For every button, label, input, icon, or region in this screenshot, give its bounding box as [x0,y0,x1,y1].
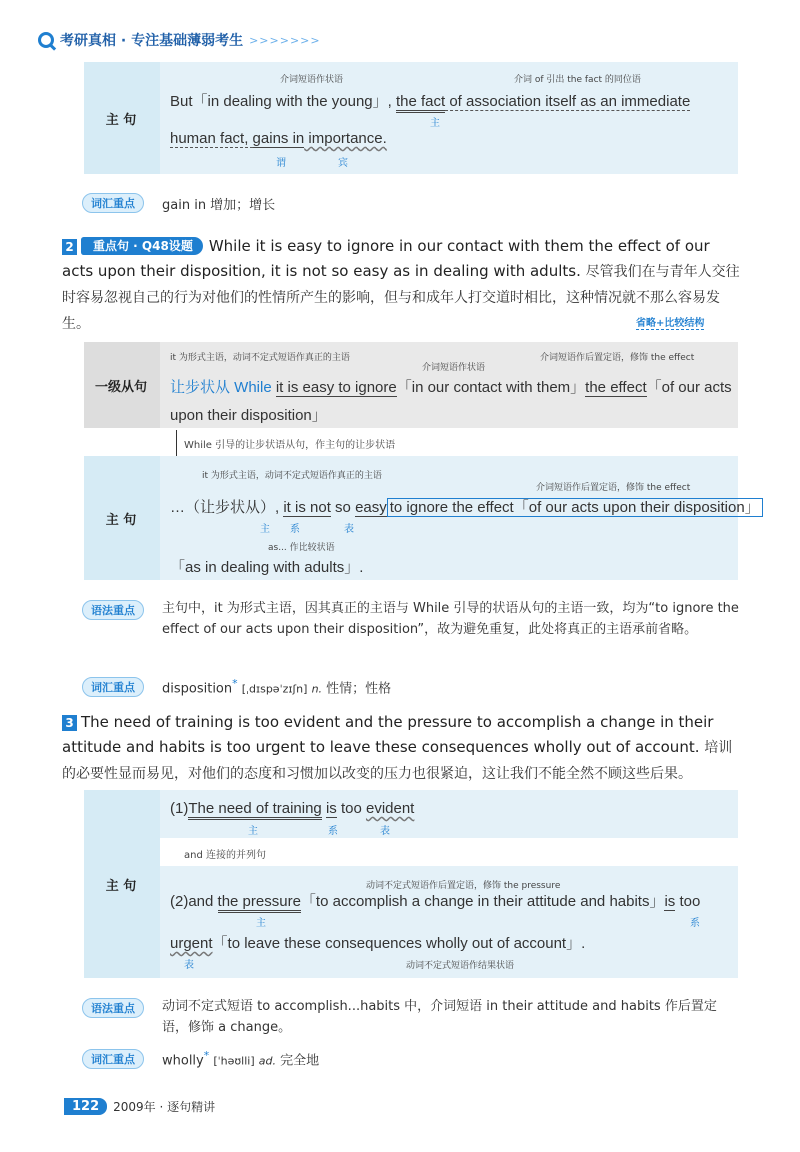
role-label: 系 [290,524,300,535]
role-label: 主 [260,524,270,535]
annotation: 动词不定式短语作结果状语 [406,961,515,971]
annotation: it 为形式主语，动词不定式短语作真正的主语 [170,353,350,363]
sentence-line [170,556,363,577]
real-subject: to ignore the effect「of our acts upon their disposition」 [387,498,763,517]
annotation: it 为形式主语，动词不定式短语作真正的主语 [202,471,382,481]
role-label: 系 [328,826,338,837]
object-segment: the effect [585,379,647,396]
header-title: 考研真相 · 专注基础薄弱考生 [60,33,244,49]
annotation: 介词 of 引出 the fact 的同位语 [514,75,641,85]
subject-segment: The need of training [188,800,321,820]
text-segment: (1) [170,800,189,817]
annotation: 介词短语作状语 [422,363,486,373]
analysis-block-3 [84,456,760,580]
link-row [160,838,738,866]
page-header [38,30,321,50]
vocab-word: disposition [162,681,233,697]
link-note: and 连接的并列句 [184,850,266,861]
sentence-chinese: 培训的必要性显而易见，对他们的态度和习惯加以改变的压力也很紧迫，这让我们不能全然不顾这些后果。 [62,740,733,782]
key-sentence-tag: 重点句 · Q48设题 [81,237,203,255]
part-of-speech: ad. [258,1054,276,1068]
role-label: 谓 [276,158,286,169]
footer-text: 2009年 · 逐句精讲 [113,1100,216,1114]
sentence-line [170,376,732,397]
annotation: as... 作比较状语 [268,543,335,553]
link-note: While 引导的让步状语从句，作主句的让步状语 [184,440,396,451]
block-label: 主 句 [105,512,137,528]
analysis-block-2 [84,342,738,428]
sentence-line [170,404,327,425]
annotation: 动词不定式短语作后置定语，修饰 the pressure [366,881,561,891]
adverbial: 「to leave these consequences wholly out of account」. [212,935,586,952]
predicative: urgent [170,935,213,952]
attributive: upon their disposition」 [170,407,327,424]
header-arrows: >>>>>>> [249,33,321,47]
annotation: 介词短语作后置定语，修饰 the effect [536,483,691,493]
subject-link: it is not [283,499,331,516]
subject-segment: the fact [396,93,445,113]
star-mark: * [203,1049,210,1062]
annotation: 介词短语作后置定语，修饰 the effect [540,353,695,363]
search-logo-icon [38,32,54,48]
block-cell-top [160,790,738,838]
sentence-number: 2 [62,239,77,255]
link-verb: is [664,893,676,910]
attributive: 「of our acts [646,379,732,396]
annotation: 介词短语作状语 [280,75,344,85]
role-label: 主 [256,918,266,929]
role-label: 表 [380,826,390,837]
phonetic: [ˌdɪspəˈzɪʃn] [241,682,308,696]
sentence-chinese: 尽管我们在与青年人交往时容易忽视自己的行为对他们的性情所产生的影响，但与和成年人打交道时相比，这种情况就不那么容易发生。 [62,264,740,332]
role-label: 系 [690,918,700,929]
vocab-tag: 词汇重点 [82,193,144,213]
page-number: 122 [64,1098,107,1115]
role-label: 主 [248,826,258,837]
attributive: 「to accomplish a change in their attitude and habits」 [300,893,665,910]
role-label: 宾 [338,158,348,169]
block-cell [160,456,760,580]
adverbial: 「in our contact with them」 [396,379,586,396]
part-of-speech: n. [311,682,323,696]
sentence-3 [62,710,742,787]
sentence-number: 3 [62,715,77,731]
meaning: 性情；性格 [326,681,392,697]
block-label: 主 句 [105,112,137,128]
role-label: 主 [430,118,440,129]
vocab-entry [162,677,391,696]
subject-segment: the pressure [218,893,301,913]
role-label: 表 [184,960,194,971]
sentence-line [170,932,585,953]
text-segment: But「in dealing with the young」, [170,93,396,110]
sentence-english: While it is easy to ignore in our contact with them the effect of our acts upon their disposition, it is not so easy as in dealing with adults. [62,237,710,280]
grammar-tag: 语法重点 [82,998,144,1018]
text-segment: human fact, [170,130,253,147]
text-segment: too [336,800,366,817]
sentence-line [170,890,700,911]
adverbial: 「as in dealing with adults」. [170,559,364,576]
block-label: 主 句 [105,878,137,894]
predicative: easy [355,499,387,516]
side-note: 省略+比较结构 [636,314,704,330]
block-cell [160,62,738,174]
vocab-tag: 词汇重点 [82,677,144,697]
object-segment: importance. [304,130,387,147]
clause-core: it is easy to ignore [275,379,397,396]
page-footer [64,1098,215,1115]
predicate-segment: gains in [252,130,305,147]
text-segment: 让步状从 While [170,379,276,396]
grammar-text: 动词不定式短语 to accomplish...habits 中，介词短语 in their attitude and habits 作后置定语，修饰 a change。 [162,999,717,1035]
sentence-line [170,496,763,517]
link-verb: is [325,800,337,817]
phonetic: [ˈhəʊlli] [213,1054,255,1068]
sentence-line [170,800,414,817]
block-label: 一级从句 [94,379,147,395]
text-segment: too [675,893,701,910]
text-segment: …（让步状从）, [170,499,284,516]
grammar-tag: 语法重点 [82,600,144,620]
sentence-line [170,90,690,111]
sentence-line [170,130,387,147]
meaning: 完全地 [280,1053,320,1069]
vocab-entry [162,1049,319,1068]
text-segment: (2)and [170,893,218,910]
vocab-word: wholly [162,1053,204,1069]
predicative: evident [365,800,415,817]
vocab-text: gain in 增加；增长 [162,198,276,213]
text-segment: of association itself as an immediate [445,93,691,110]
sentence-english: The need of training is too evident and the pressure to accomplish a change in their attitude and habits is too urgent to leave these consequences wholly out of account. [62,713,714,756]
role-label: 表 [344,524,354,535]
grammar-text: 主句中，it 为形式主语，因其真正的主语与 While 引导的状语从句的主语一致，均为“to ignore the effect of our acts upon their disposition”，故为避免重复，此处将真正的主语承前省略。 [162,601,739,637]
star-mark: * [232,677,238,690]
block-cell [160,342,738,428]
block-cell-bottom [160,866,738,978]
analysis-block-4 [84,790,738,978]
analysis-block-1 [84,62,738,174]
text-segment: so [330,499,356,516]
vocab-tag: 词汇重点 [82,1049,144,1069]
